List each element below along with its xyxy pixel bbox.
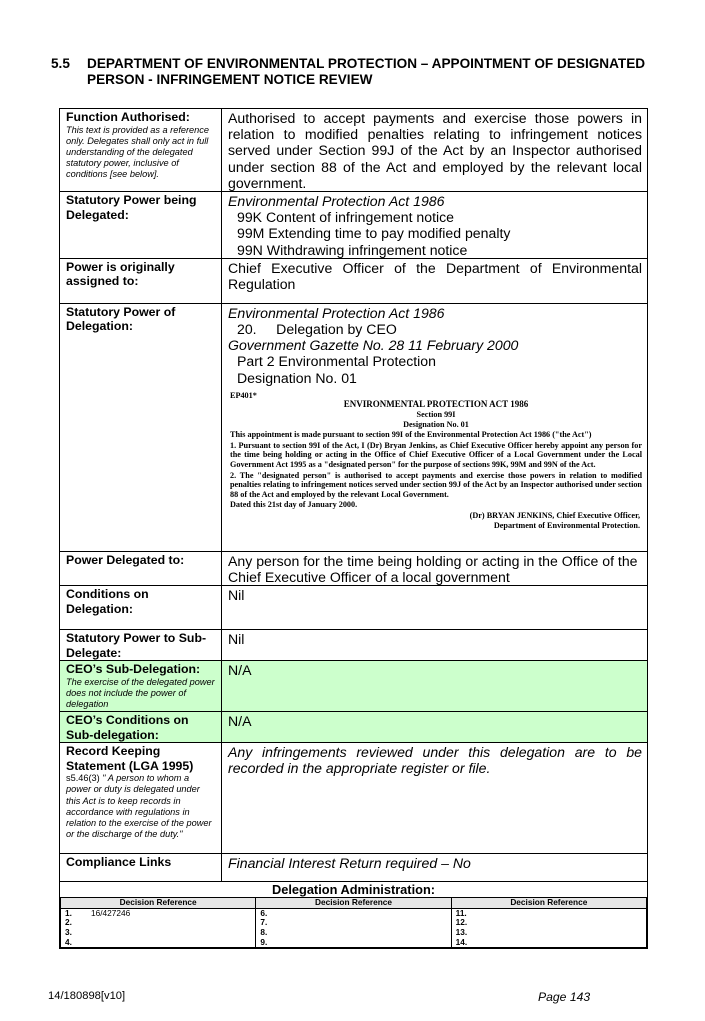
record-keeping-label: Record Keeping Statement (LGA 1995) bbox=[66, 744, 194, 773]
admin-entry-num: 14. bbox=[455, 936, 468, 947]
admin-col-header: Decision Reference bbox=[61, 898, 256, 909]
conditions-value: Nil bbox=[222, 586, 648, 630]
section-title: DEPARTMENT OF ENVIRONMENTAL PROTECTION – APPOINTMENT OF DESIGNATED PERSON - INFRINGEMENT NOTICE REVIEW bbox=[87, 56, 646, 87]
record-keeping-note: " A person to whom a power or duty is delegated under this Act is to keep records in accordance with regulations in relation to the exercise of the power or the discharge of the duty." bbox=[66, 773, 212, 840]
notice-signature-1: (Dr) BRYAN JENKINS, Chief Executive Officer, bbox=[469, 510, 640, 520]
ceo-conditions-value: N/A bbox=[222, 712, 648, 743]
admin-entry-num: 4. bbox=[65, 936, 72, 947]
row-originally-assigned bbox=[60, 258, 648, 303]
admin-table bbox=[60, 897, 647, 948]
conditions-label: Conditions on Delegation: bbox=[60, 586, 222, 630]
page-number: Page 143 bbox=[538, 990, 591, 1004]
row-delegation-administration bbox=[60, 882, 648, 949]
admin-entry bbox=[260, 928, 446, 938]
originally-assigned-value: Chief Executive Officer of the Department of Environmental Regulation bbox=[222, 258, 648, 303]
admin-entry bbox=[65, 909, 251, 919]
row-ceo-sub-delegation bbox=[60, 661, 648, 712]
admin-entry-num: 1. bbox=[65, 907, 72, 918]
sub-delegate-label: Statutory Power to Sub-Delegate: bbox=[60, 630, 222, 661]
admin-entry bbox=[260, 909, 446, 919]
row-record-keeping bbox=[60, 743, 648, 854]
record-keeping-value: Any infringements reviewed under this delegation are to be recorded in the appropriate register or file. bbox=[222, 743, 648, 854]
section-number: 5.5 bbox=[51, 56, 70, 71]
admin-entry-num: 13. bbox=[455, 927, 468, 938]
notice-act-title: ENVIRONMENTAL PROTECTION ACT 1986 bbox=[343, 399, 529, 410]
ceo-sub-value: N/A bbox=[222, 661, 648, 712]
admin-entry-num: 7. bbox=[260, 917, 268, 928]
delegation-act: Environmental Protection Act 1986 bbox=[228, 304, 445, 321]
compliance-value: Financial Interest Return required – No bbox=[222, 854, 648, 882]
admin-entry bbox=[456, 928, 642, 938]
admin-entry bbox=[456, 909, 642, 919]
value-cell bbox=[222, 192, 648, 259]
admin-column bbox=[256, 908, 451, 947]
originally-assigned-label: Power is originally assigned to: bbox=[60, 258, 222, 303]
notice-dated: Dated this 21st day of January 2000. bbox=[230, 500, 358, 510]
row-power-of-delegation bbox=[60, 303, 648, 551]
admin-cell bbox=[60, 882, 648, 949]
function-value: Authorised to accept payments and exercise those powers in relation to modified penalties relating to infringement notices served under Section 99J of the Act by an Inspector authorised under section 88 of the Act and employed by the relevant local government. bbox=[222, 109, 648, 192]
compliance-label: Compliance Links bbox=[60, 854, 222, 882]
admin-entry-num: 8. bbox=[260, 927, 268, 938]
notice-section: Section 99I bbox=[416, 410, 456, 420]
notice-signature-2: Department of Environmental Protection. bbox=[493, 520, 640, 530]
admin-col-header: Decision Reference bbox=[451, 898, 646, 909]
delegated-to-label: Power Delegated to: bbox=[60, 551, 222, 585]
gazette-notice-image bbox=[228, 386, 642, 534]
section-heading bbox=[48, 56, 678, 88]
row-function-authorised bbox=[60, 109, 648, 192]
statutory-power-label: Statutory Power being Delegated: bbox=[60, 192, 222, 259]
row-delegated-to bbox=[60, 551, 648, 585]
document-reference: 14/180898[v10] bbox=[48, 990, 126, 1002]
row-ceo-conditions bbox=[60, 712, 648, 743]
power-of-delegation-label: Statutory Power of Delegation: bbox=[60, 303, 222, 551]
power-item: 99M Extending time to pay modified penalty bbox=[237, 225, 511, 242]
function-note: This text is provided as a reference only. Delegates shall only act in full understanding of the delegated statutory power, inclusive of conditions [see below]. bbox=[66, 124, 209, 180]
gazette-designation: Designation No. 01 bbox=[237, 369, 357, 386]
label-cell bbox=[60, 661, 222, 712]
admin-column bbox=[451, 908, 646, 947]
admin-entry bbox=[65, 938, 251, 948]
admin-entry-num: 3. bbox=[65, 927, 72, 938]
admin-entry bbox=[65, 928, 251, 938]
notice-para-1: 1. Pursuant to section 99I of the Act, I (Dr) Bryan Jenkins, as Chief Executive Officer hereby appoint any person for the time being holding or acting in the Office of Chief Executive Officer of a Local Government under the Local Government Act 1995 as a "designated person" for the purpose of sections 99K, 99M and 99N of the Act. bbox=[230, 440, 642, 469]
ceo-conditions-label: CEO’s Conditions on Sub-delegation: bbox=[60, 712, 222, 743]
notice-para-2: 2. The "designated person" is authorised to accept payments and exercise those powers in relation to modified penalties relating to infringement notices served under section 99J of the Act by an Inspector authorised under section 88 of the Act and employed by the relevant Local Government. bbox=[230, 470, 642, 499]
row-sub-delegate bbox=[60, 630, 648, 661]
sub-delegate-value: Nil bbox=[222, 630, 648, 661]
value-cell bbox=[222, 303, 648, 551]
admin-entry-num: 6. bbox=[260, 907, 268, 918]
notice-designation: Designation No. 01 bbox=[403, 419, 469, 429]
admin-entry-ref: 16/427246 bbox=[91, 907, 131, 918]
row-compliance bbox=[60, 854, 648, 882]
delegated-to-value: Any person for the time being holding or acting in the Office of the Chief Executive Officer of a local government bbox=[222, 551, 648, 585]
ceo-sub-note: The exercise of the delegated power does not include the power of delegation bbox=[66, 676, 215, 710]
gazette-reference: Government Gazette No. 28 11 February 2000 bbox=[228, 337, 519, 354]
notice-code: EP401* bbox=[230, 390, 257, 400]
delegation-table bbox=[59, 108, 648, 949]
power-item: 99N Withdrawing infringement notice bbox=[237, 241, 468, 258]
row-conditions bbox=[60, 586, 648, 630]
admin-entry-num: 9. bbox=[260, 936, 268, 947]
row-statutory-power bbox=[60, 192, 648, 259]
admin-entry bbox=[260, 918, 446, 928]
admin-entry bbox=[456, 938, 642, 948]
admin-entry bbox=[65, 918, 251, 928]
delegation-section: 20. Delegation by CEO bbox=[237, 321, 397, 338]
admin-column bbox=[61, 908, 256, 947]
label-cell bbox=[60, 109, 222, 192]
function-label: Function Authorised: bbox=[66, 110, 190, 124]
record-keeping-ref: s5.46(3) bbox=[66, 773, 100, 784]
admin-entry bbox=[456, 918, 642, 928]
admin-col-header: Decision Reference bbox=[256, 898, 451, 909]
admin-entry-num: 11. bbox=[455, 907, 467, 918]
admin-title: Delegation Administration: bbox=[271, 882, 436, 898]
ceo-sub-label: CEO’s Sub-Delegation: bbox=[66, 662, 201, 677]
power-item: 99K Content of infringement notice bbox=[237, 209, 455, 226]
admin-entry-num: 2. bbox=[65, 917, 72, 928]
gazette-part: Part 2 Environmental Protection bbox=[237, 353, 436, 370]
record-keeping-note-block bbox=[66, 773, 216, 840]
notice-intro: This appointment is made pursuant to section 99I of the Environmental Protection Act 1986 ("the Act") bbox=[230, 430, 592, 440]
admin-entry bbox=[260, 938, 446, 948]
admin-entry-num: 12. bbox=[455, 917, 468, 928]
statutory-power-act: Environmental Protection Act 1986 bbox=[228, 193, 445, 210]
label-cell bbox=[60, 743, 222, 854]
